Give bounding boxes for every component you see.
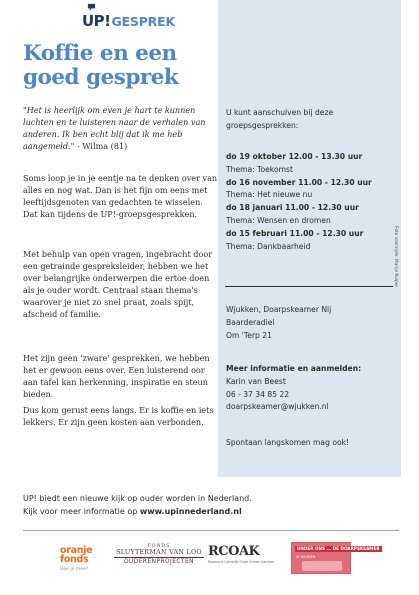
section-divider xyxy=(225,286,393,287)
session-date: do 19 oktober 12.00 - 13.30 uur xyxy=(226,152,363,161)
doarpskeamer-logo xyxy=(291,542,380,574)
rcoak-tagline: Roomsch Catholijk Oude Armen Kantoor xyxy=(208,560,275,564)
location-line: Wjukken, Doarpskeamer Nij xyxy=(226,305,332,314)
website-link[interactable]: www.upinnederland.nl xyxy=(139,506,242,516)
contact-phone[interactable]: 06 - 37 34 85 22 xyxy=(226,389,290,399)
body-paragraph: Soms loop je in je eentje na te denken over van alles en nog wat. Dan is het fijn om eens met leeftijdsgenoten van gedachten te wisselen. Dat kan tijdens de UP!-groepsgesprekken. xyxy=(23,173,218,220)
session-item xyxy=(226,202,398,228)
body-paragraph: Dus kom gerust eens langs. Er is koffie en iets lekkers. Er zijn geen kosten aan verbonden. xyxy=(23,405,214,428)
contact-email[interactable]: doarpskeamer@wjukken.nl xyxy=(226,402,329,412)
session-date: do 15 februari 11.00 - 12.30 uur xyxy=(226,228,364,238)
session-theme: Thema: Toekomst xyxy=(226,164,293,174)
session-date: do 16 november 11.00 - 12.30 uur xyxy=(226,177,372,187)
footer-line-1: UP! biedt een nieuwe kijk op ouder worden in Nederland. xyxy=(23,494,252,503)
logo-gesprek-text: GESPREK xyxy=(111,13,175,29)
doarpskeamer-label: UNDER ONS ... DE DOARPSKEAMER xyxy=(297,546,380,551)
oranje-fonds-bottom: fonds xyxy=(60,554,89,565)
session-item xyxy=(226,151,398,177)
contact-info xyxy=(226,363,398,414)
spontaneous-note: Spontaan langskomen mag ook! xyxy=(226,438,350,447)
body-paragraph: Met behulp van open vragen, ingebracht door een getrainde gespreksleider, hebben we het over belangrijke onderwerpen die ertoe doen als je ouder wordt. Centraal staan thema's waarover je niet zo snel praat, zoals spijt, afscheid of familie. xyxy=(23,249,213,320)
rcoak-logo xyxy=(208,544,275,572)
footer-prefix: Kijk voor meer informatie op xyxy=(23,506,140,516)
speech-bubble-icon xyxy=(87,3,96,12)
photo-credit: Foto voorzijde: Marije Kuiper xyxy=(393,226,398,288)
body-paragraph: Het zijn geen 'zware' gesprekken, we hebben het er gewoon eens over. Een luisterend oor aan tafel kan herkenning, inspiratie en steun bieden. xyxy=(23,353,210,400)
sessions-intro: U kunt aanschuiven bij deze groepsgesprekken: xyxy=(226,108,334,130)
session-theme: Thema: Het nieuwe nu xyxy=(226,190,313,200)
sluyterman-fonds: FONDS xyxy=(147,544,171,549)
footer-text xyxy=(23,493,393,518)
title-line-2: goed gesprek xyxy=(23,65,179,90)
up-gesprek-logo xyxy=(82,12,175,30)
oranje-fonds-top: oranje xyxy=(60,545,93,556)
location-line: Om 'Terp 21 xyxy=(226,330,272,340)
title-line-1: Koffie en een xyxy=(23,41,177,66)
quote-text: "Het is heerlijk om even je hart te kunnen luchten en te luisteren naar de verhalen van anderen. Ik ben echt blij dat ik me heb aangemeld." xyxy=(23,105,206,152)
session-item xyxy=(226,177,398,203)
session-list xyxy=(226,151,398,253)
sluyterman-name: SLUYTERMAN VAN LOO xyxy=(114,549,204,558)
location-address xyxy=(226,304,398,342)
sluyterman-van-loo-logo xyxy=(114,544,204,578)
testimonial-quote xyxy=(23,104,219,152)
quote-author: - Wilma (81) xyxy=(74,141,128,152)
session-theme: Thema: Dankbaarheid xyxy=(226,241,311,251)
logo-up-text: UP! xyxy=(82,12,111,30)
oranje-fonds-tagline: Doe je mee? xyxy=(60,567,89,572)
footer-divider xyxy=(23,530,399,531)
contact-heading: Meer informatie en aanmelden: xyxy=(226,364,362,373)
contact-name: Karin van Beest xyxy=(226,376,286,386)
doarpskeamer-illustration xyxy=(302,561,342,571)
oranje-fonds-logo xyxy=(60,546,110,580)
sluyterman-sub: OUDERENPROJECTEN xyxy=(123,559,194,565)
session-date: do 18 januari 11.00 - 12.30 uur xyxy=(226,203,359,213)
footer-line-2 xyxy=(23,506,393,519)
rcoak-name: RCOAK xyxy=(208,544,260,559)
session-theme: Thema: Wensen en dromen xyxy=(226,215,331,225)
page-title xyxy=(23,42,213,90)
doarpskeamer-sub: IN WJUKKEN xyxy=(296,555,316,559)
session-item xyxy=(226,228,398,254)
location-line: Baarderadiel xyxy=(226,317,275,327)
